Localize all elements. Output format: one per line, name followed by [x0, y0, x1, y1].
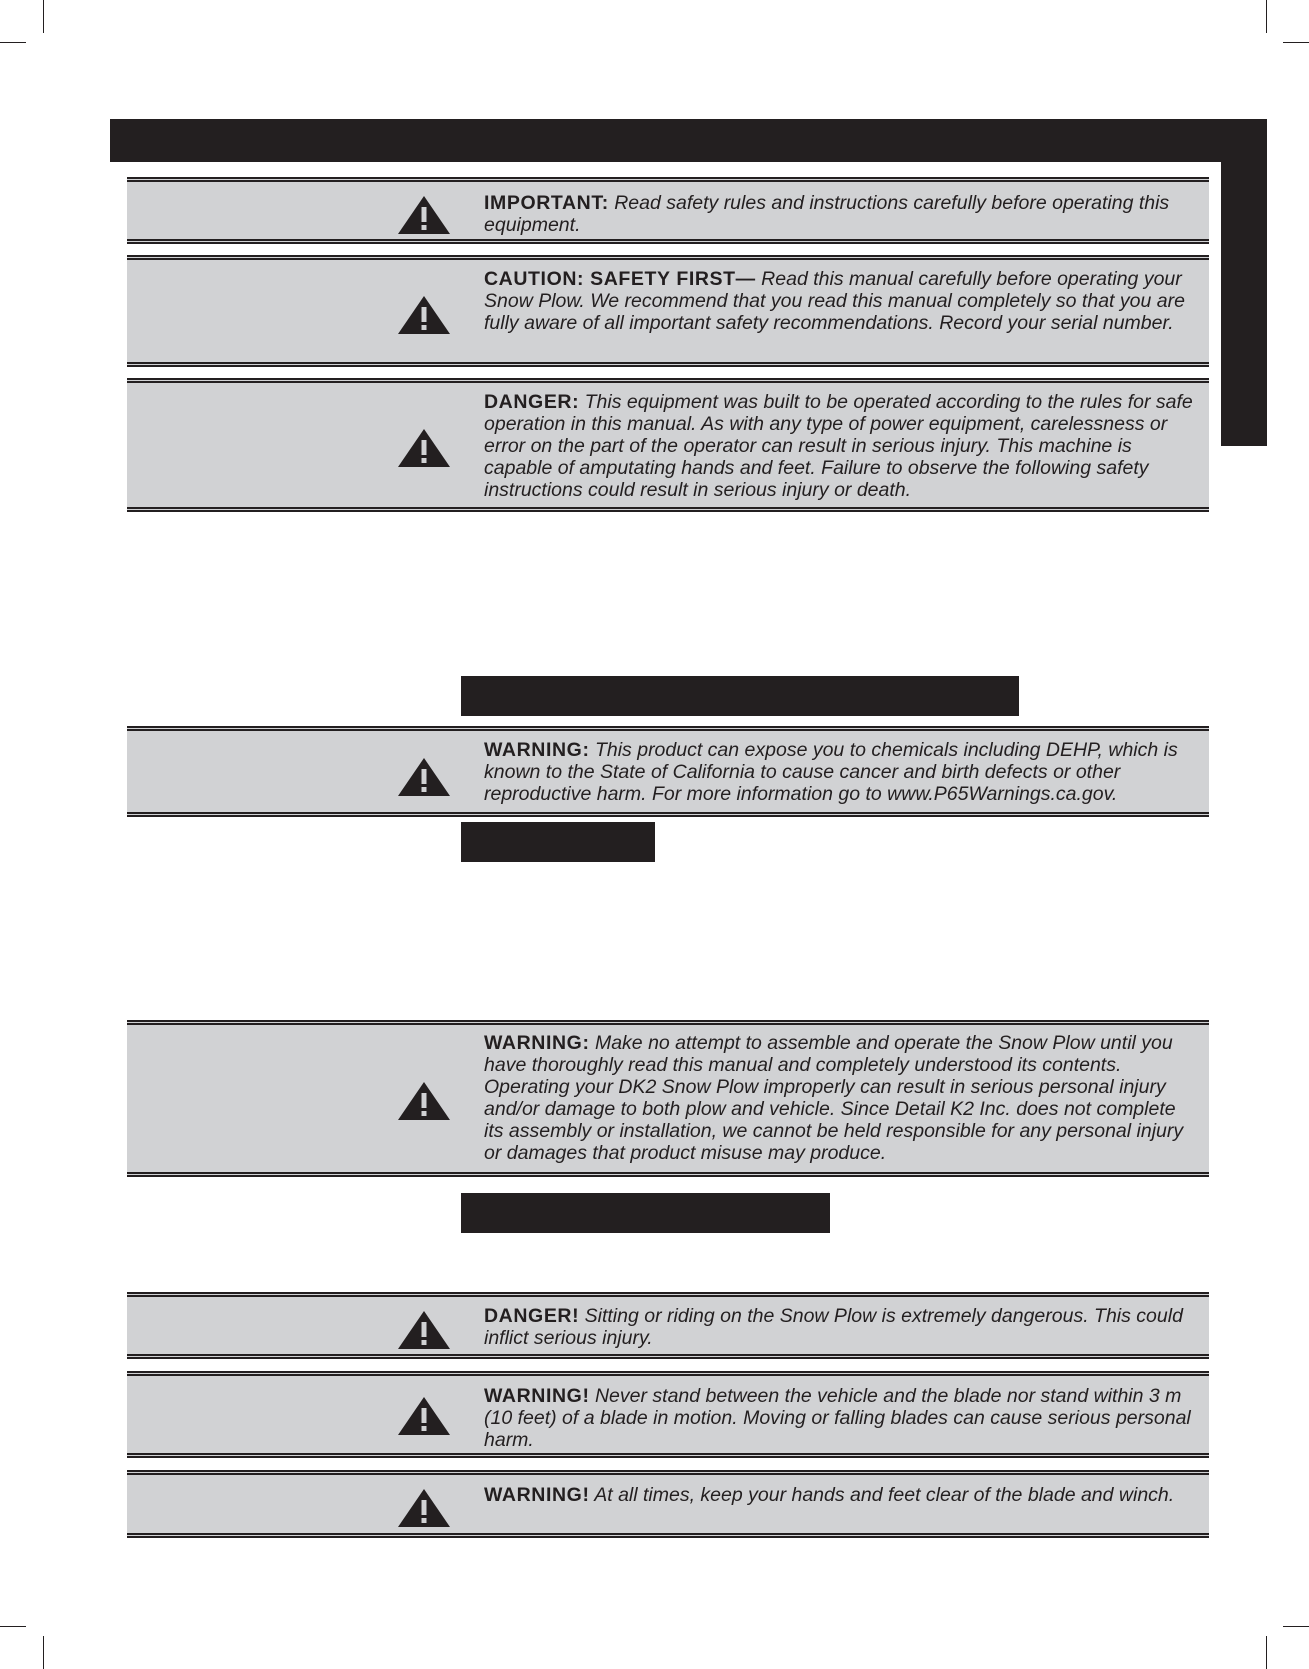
warning-triangle-icon — [397, 757, 451, 797]
section-heading-bar — [461, 676, 1019, 716]
crop-mark — [0, 1626, 26, 1627]
crop-mark — [0, 42, 26, 43]
notice-label: WARNING! — [484, 1484, 590, 1506]
warning-triangle-icon — [397, 1488, 451, 1528]
warning-triangle-icon — [397, 195, 451, 235]
notice-body: Never stand between the vehicle and the blade nor stand within 3 m (10 feet) of a blade in motion. Moving or falling blades can cause serious personal harm. — [484, 1385, 1191, 1451]
notice-body: Sitting or riding on the Snow Plow is extremely dangerous. This could inflict serious injury. — [484, 1305, 1183, 1349]
notice-text — [484, 192, 1199, 236]
notice-body: This equipment was built to be operated according to the rules for safe operation in this manual. As with any type of power equipment, carelessness or error on the part of the operator can result in serious injury. This machine is capable of amputating hands and feet. Failure to observe the following safety instructions could result in serious injury or death. — [484, 391, 1193, 501]
crop-mark — [1283, 1626, 1309, 1627]
notice-label: DANGER: — [484, 391, 580, 413]
notice-body: Read this manual carefully before operating your Snow Plow. We recommend that you read this manual completely so that you are fully aware of all important safety recommendations. Record your serial number. — [484, 268, 1185, 334]
side-tab — [1221, 119, 1267, 446]
section-heading-bar — [461, 1193, 830, 1233]
notice-body: This product can expose you to chemicals including DEHP, which is known to the State of California to cause cancer and birth defects or other reproductive harm. For more information go to www.P65Warnings.ca.gov. — [484, 739, 1178, 805]
notice-warning-hands — [127, 1470, 1209, 1538]
notice-label: WARNING: — [484, 739, 590, 761]
warning-triangle-icon — [397, 428, 451, 468]
warning-triangle-icon — [397, 295, 451, 335]
notice-warning-assembly — [127, 1020, 1209, 1177]
crop-mark — [1266, 1636, 1267, 1669]
notice-body: Read safety rules and instructions carefully before operating this equipment. — [484, 192, 1170, 236]
notice-label: CAUTION: SAFETY FIRST— — [484, 268, 756, 290]
notice-text — [484, 1385, 1199, 1451]
section-heading-bar — [461, 822, 655, 862]
notice-danger — [127, 378, 1209, 512]
notice-label: IMPORTANT: — [484, 192, 609, 214]
notice-warning-prop65 — [127, 726, 1209, 817]
warning-triangle-icon — [397, 1396, 451, 1436]
notice-body: At all times, keep your hands and feet clear of the blade and winch. — [589, 1484, 1175, 1506]
notice-label: DANGER! — [484, 1305, 580, 1327]
notice-body: Make no attempt to assemble and operate the Snow Plow until you have thoroughly read this manual and completely understood its contents. Operating your DK2 Snow Plow improperly can result in serious personal injury and/or damage to both plow and vehicle. Since Detail K2 Inc. does not complete its assembly or installation, we cannot be held responsible for any personal injury or damages that product misuse may produce. — [484, 1032, 1184, 1164]
notice-text — [484, 1032, 1199, 1164]
notice-text — [484, 391, 1199, 501]
header-bar — [110, 119, 1267, 162]
notice-text — [484, 1305, 1199, 1349]
crop-mark — [43, 0, 44, 33]
notice-text — [484, 268, 1199, 334]
warning-triangle-icon — [397, 1310, 451, 1350]
crop-mark — [43, 1636, 44, 1669]
notice-warning-blade — [127, 1371, 1209, 1458]
crop-mark — [1283, 42, 1309, 43]
notice-text — [484, 1484, 1199, 1506]
warning-triangle-icon — [397, 1081, 451, 1121]
notice-caution — [127, 255, 1209, 367]
notice-important — [127, 177, 1209, 244]
notice-danger-riding — [127, 1292, 1209, 1359]
crop-mark — [1266, 0, 1267, 33]
notice-text — [484, 739, 1199, 805]
notice-label: WARNING: — [484, 1032, 590, 1054]
notice-label: WARNING! — [484, 1385, 590, 1407]
